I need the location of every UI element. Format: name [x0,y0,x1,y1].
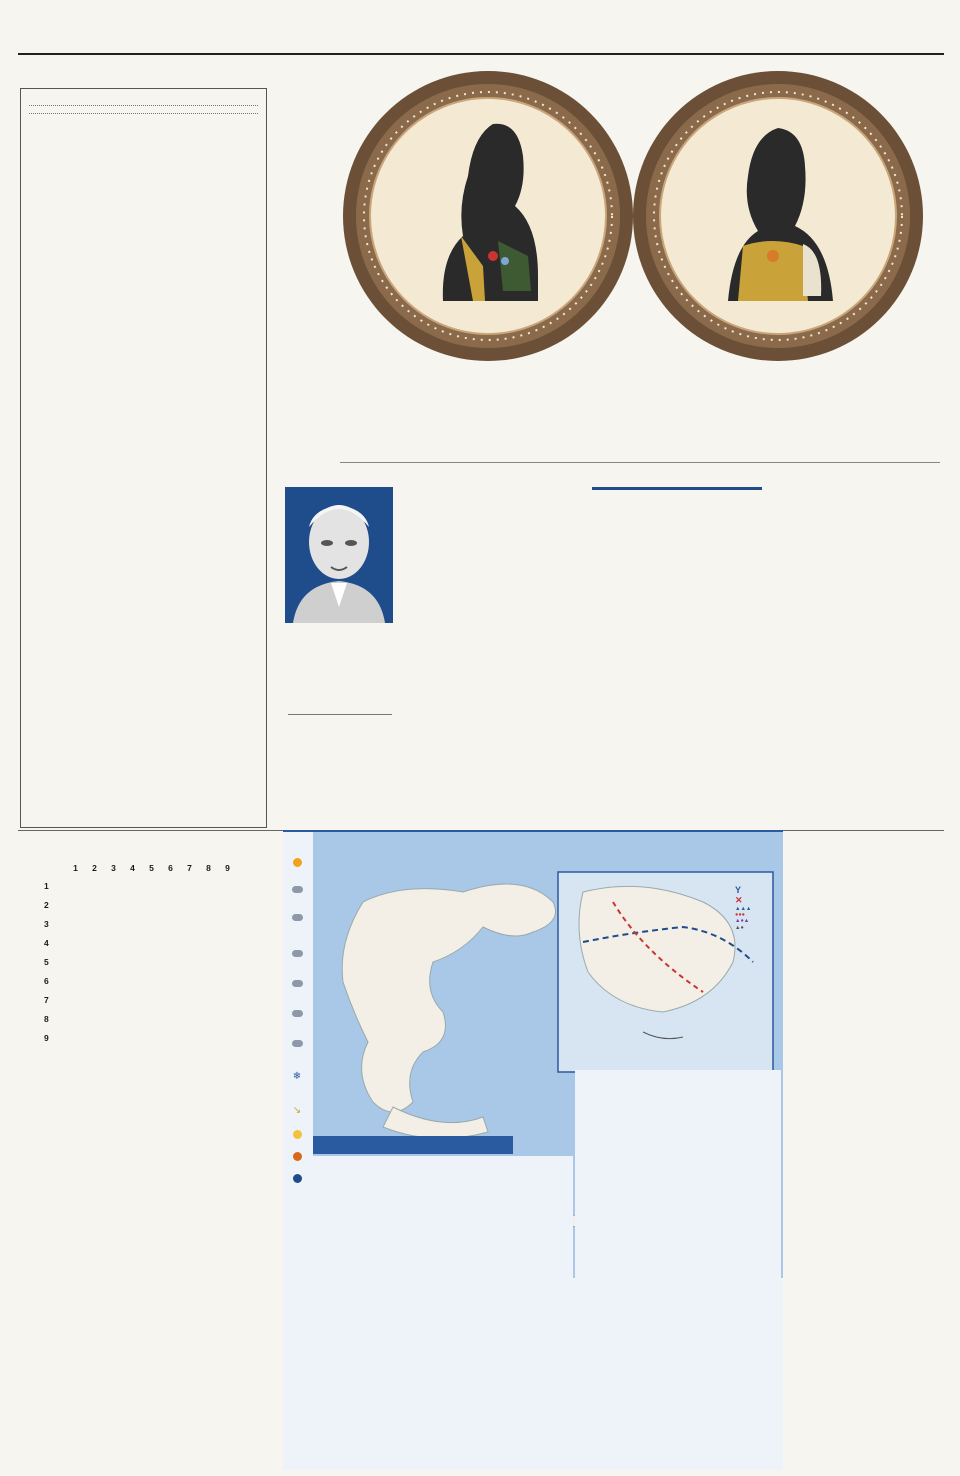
row-number: 9 [44,1033,49,1043]
moon-icon [293,1174,302,1183]
occluded-front-icon: ▲●▲ [735,918,750,925]
legend-few-clouds [286,886,308,895]
legend-sunrise [286,1130,308,1140]
sunset-icon [293,1152,302,1161]
general-outlook-text [313,1156,573,1280]
cloud-icon [292,950,303,957]
row-number: 8 [44,1014,49,1024]
row-number: 2 [44,900,49,910]
regional-forecasts [575,1070,781,1280]
legend-sunny [286,858,308,868]
wind-arrow-icon: ↘ [292,1105,302,1116]
col-number: 6 [168,863,173,873]
row-number: 4 [44,938,49,948]
cold-front-icon: ▲▲▲ [735,905,752,912]
plates-caption [290,346,940,349]
maskes-top-bar [592,487,762,490]
maskes-column-2 [772,483,942,490]
legend-moon [286,1174,308,1184]
clues-vertical [142,1050,270,1052]
divider [29,113,258,114]
row-number: 6 [44,976,49,986]
high-pressure-icon: Y [735,885,742,895]
col-number: 9 [225,863,230,873]
col-number: 3 [111,863,116,873]
legend-cloudy [286,950,308,959]
legend-snow [286,1070,308,1083]
diagonios-column [20,88,267,828]
legend-showers [286,980,308,989]
middle-article [400,483,576,490]
rain-icon [292,1010,303,1017]
left-plate [343,71,633,361]
maskes-column-1 [592,583,762,590]
legend-wind [286,1104,308,1117]
cloud-icon [292,886,303,893]
cloud-icon [292,914,303,921]
right-plate [633,71,923,361]
legend-sunset [286,1152,308,1162]
row-number: 5 [44,957,49,967]
divider [29,105,258,106]
storm-icon [292,1040,303,1047]
crossword-col-numbers [66,863,237,874]
crossword-row-numbers [44,877,58,1048]
row-number: 7 [44,995,49,1005]
row-number: 1 [44,881,49,891]
weather-tables [283,1280,783,1470]
header-rule [18,53,944,55]
legend-rain [286,1010,308,1019]
stationary-front-icon: ▲● [735,924,744,931]
sunrise-icon [293,1130,302,1139]
row-number: 3 [44,919,49,929]
col-number: 8 [206,863,211,873]
portrait-silhouette [285,487,393,623]
rain-icon [292,980,303,987]
weather-panel [283,830,783,1278]
front-legend [735,885,781,931]
snowflake-icon: ❄ [292,1071,302,1082]
col-number: 4 [130,863,135,873]
col-number: 5 [149,863,154,873]
warm-front-icon: ●●● [735,912,745,918]
col-number: 1 [73,863,78,873]
portrait-photo [285,487,393,623]
col-number: 7 [187,863,192,873]
plates-illustration [333,66,933,366]
legend-storms [286,1040,308,1049]
plates-drawing [333,66,933,366]
name-underline [288,714,392,715]
legend-partly-cloudy [286,914,308,923]
section-divider [340,462,940,463]
low-pressure-icon: ✕ [735,895,743,906]
sun-icon [293,858,302,867]
col-number: 2 [92,863,97,873]
